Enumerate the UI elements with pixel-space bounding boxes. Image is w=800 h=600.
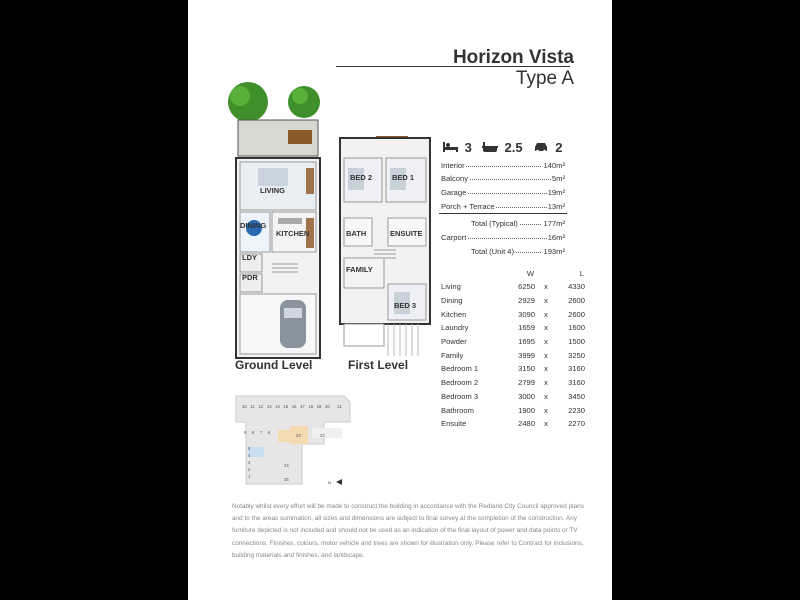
area-row [441,156,565,170]
dimension-row [441,403,585,417]
first-level-plan [336,134,434,360]
dimension-row [441,321,585,335]
room-length: 1500 [568,337,585,347]
carport-row [441,228,565,242]
room-label-dining: DINING [240,221,267,230]
site-unit-number: 23 [296,433,301,438]
room-label-laundry: LDY [242,253,257,262]
area-label: Balcony [441,174,469,184]
by-separator: x [544,405,548,415]
room-length: 3450 [568,391,585,401]
site-unit-number: 19 [316,404,322,409]
room-label-bath: BATH [346,229,367,238]
room-length: 2600 [568,309,585,319]
area-row [441,170,565,184]
room-label-powder: PDR [242,273,258,282]
dimension-row [441,280,585,294]
first-level-label: First Level [348,358,409,372]
dimension-row [441,417,585,431]
dimension-row [441,335,585,349]
car-spaces-feature [533,140,563,155]
room-label-living: LIVING [260,186,286,195]
ground-level-label: Ground Level [235,358,313,372]
area-row [441,197,565,211]
site-unit-number: 3 [248,460,251,465]
bedrooms-feature [443,140,472,155]
room-length: 2230 [568,405,585,415]
bedroom-count: 3 [464,140,472,155]
room-dimensions [441,266,585,431]
by-separator: x [544,323,548,333]
dimension-row [441,348,585,362]
room-name: Living [441,282,461,292]
site-unit-number: 8 [252,430,255,435]
room-label-bed1: BED 1 [392,173,415,182]
area-divider [439,213,567,214]
site-unit-number: 11 [250,404,255,409]
feature-summary [443,140,562,155]
dimension-row [441,307,585,321]
site-unit-number: 20 [325,404,330,409]
brochure-page [188,0,612,600]
carport-label: Carport [441,233,467,243]
room-name: Ensuite [441,419,467,429]
total-unit-value: 193m² [543,246,565,256]
bathroom-count: 2.5 [504,140,523,155]
room-label-bed2: BED 2 [350,173,373,182]
site-unit-number: 9 [244,430,247,435]
total-typical-row [441,215,565,229]
site-unit-number: 12 [258,404,264,409]
room-name: Bedroom 3 [441,391,479,401]
room-label-ensuite: ENSUITE [390,229,423,238]
width-header: W [526,268,534,278]
site-unit-number: 17 [300,404,305,409]
carport-value: 16m² [547,233,565,243]
area-schedule [441,156,565,256]
site-unit-number: 1 [248,474,251,479]
by-separator: x [544,337,548,347]
room-label-family: FAMILY [346,265,373,274]
room-length: 3250 [568,350,585,360]
north-arrow [328,479,342,485]
room-name: Dining [441,296,463,306]
dimension-row [441,362,585,376]
room-width: 3999 [518,350,535,360]
site-unit-number: 5 [248,446,251,451]
dimension-row [441,376,585,390]
area-value: 140m² [543,160,565,170]
room-length: 1600 [568,323,585,333]
dimension-row [441,294,585,308]
room-width: 3000 [518,391,535,401]
site-unit-number: 10 [242,404,247,409]
by-separator: x [544,309,548,319]
room-name: Laundry [441,323,469,333]
site-unit-number: 2 [248,467,251,472]
total-unit-row [441,242,565,256]
length-header: L [579,268,584,278]
area-label: Garage [441,188,467,198]
total-typical-label: Total (Typical) [471,219,518,229]
room-length: 3160 [568,378,585,388]
room-label-kitchen: KITCHEN [276,229,310,238]
room-width: 3090 [518,309,535,319]
room-name: Kitchen [441,309,467,319]
site-unit-number: 16 [291,404,297,409]
room-width: 3150 [518,364,535,374]
room-width: 6250 [518,282,535,292]
total-typical-value: 177m² [543,219,565,229]
site-unit-number: 6 [268,430,271,435]
area-value: 13m² [547,201,565,211]
by-separator: x [544,364,548,374]
car-space-count: 2 [555,140,563,155]
highlighted-unit [278,430,290,442]
room-length: 2270 [568,419,585,429]
area-value: 5m² [551,174,565,184]
dimensions-header [441,266,585,280]
area-row [441,183,565,197]
site-unit-number: 24 [284,463,289,468]
area-label: Interior [441,160,465,170]
disclaimer: Notably whilst every effort will be made to construct the building in accordance with the Redland City Council approved plans and to the areas summation, all sizes and dimensions are subject to final survey at the completion of the construction. Any furniture depicted is not included and should not be used as an indication of the final layout of power and data points or TV connections. Finishes, colours, motor vehicle and trees are shown for illustration only. Please refer to Contract for inclusions, building materials and finishes, and landscape. [232,503,584,559]
site-unit-number: 14 [275,404,280,409]
room-name: Bedroom 2 [441,378,479,388]
room-width: 2929 [518,296,535,306]
by-separator: x [544,419,548,429]
bathrooms-feature [482,140,523,155]
dimension-row [441,390,585,404]
bath-icon [482,142,498,152]
room-width: 2799 [518,378,535,388]
bed-icon [443,142,458,152]
room-width: 1695 [518,337,535,347]
area-value: 19m² [547,188,565,198]
by-separator: x [544,391,548,401]
area-label: Porch + Terrace [441,201,495,211]
site-unit-number: 13 [266,404,272,409]
by-separator: x [544,378,548,388]
site-plan [232,392,360,492]
north-label: N [328,480,331,485]
site-unit-number: 15 [283,404,289,409]
room-name: Powder [441,337,467,347]
room-length: 4330 [568,282,585,292]
room-length: 2600 [568,296,585,306]
property-name: Horizon Vista [452,47,574,68]
by-separator: x [544,296,548,306]
site-unit-number: 21 [337,404,342,409]
room-width: 2480 [518,419,535,429]
room-name: Bathroom [441,405,474,415]
room-length: 3160 [568,364,585,374]
room-name: Bedroom 1 [441,364,479,374]
ground-level-plan [218,78,326,360]
site-unit-number: 4 [248,453,251,458]
site-unit-number: 25 [284,477,289,482]
site-unit-number: 7 [260,430,263,435]
room-width: 1659 [518,323,535,333]
by-separator: x [544,350,548,360]
room-width: 1900 [518,405,535,415]
total-unit-label: Total (Unit 4) [471,246,515,256]
site-unit-number: 18 [308,404,314,409]
car-icon [533,142,549,152]
room-label-bed3: BED 3 [394,301,417,310]
site-unit-number: 22 [320,433,325,438]
by-separator: x [544,282,548,292]
room-name: Family [441,350,464,360]
title-block [453,48,574,88]
unit-type: Type A [515,68,574,89]
